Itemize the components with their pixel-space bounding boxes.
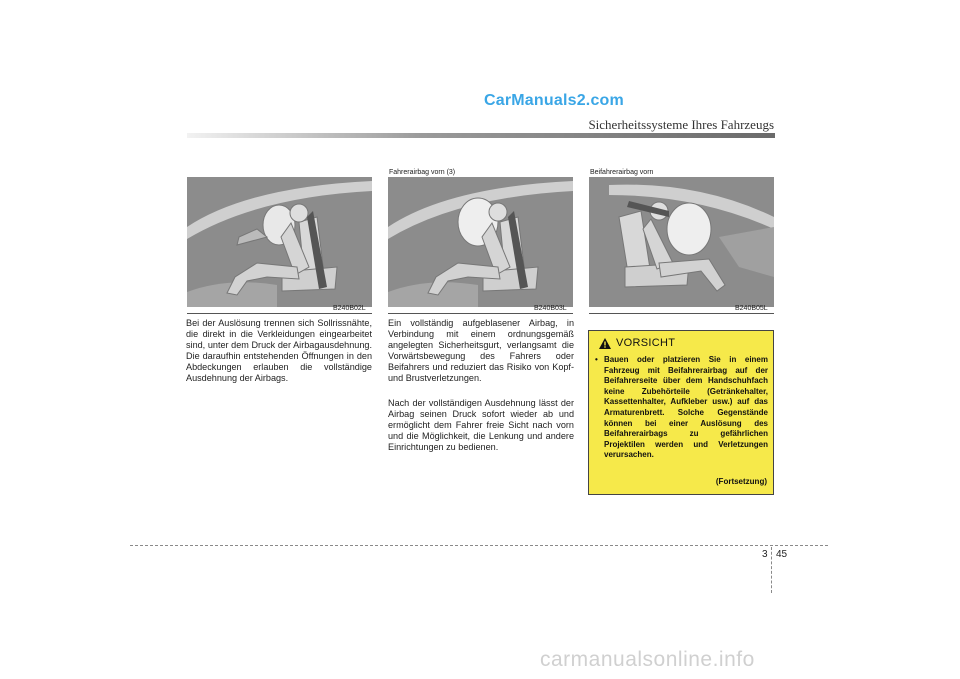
page-number: 45 — [776, 549, 788, 560]
figure-caption-passenger: Beifahrerairbag vorn — [590, 169, 654, 176]
warning-item — [595, 355, 768, 461]
figure-code-1: B240B02L — [333, 305, 366, 312]
column1-paragraph: Bei der Auslösung trennen sich Sollrissnähte, die direkt in die Verkleidungen eingearbeitet sind, unter dem Druck der Airbagausdehnung. Die daraufhin entstehenden Öffnungen in den Abdeckungen erlauben die vollständige Ausdehnung der Airbags. — [186, 318, 372, 383]
page-number-divider — [771, 547, 772, 593]
header-rule — [187, 133, 775, 138]
section-title: Sicherheitssysteme Ihres Fahrzeugs — [588, 117, 774, 132]
figure-passenger-airbag — [589, 167, 774, 307]
figure-underline-2 — [388, 313, 573, 314]
figure-code-3: B240B05L — [735, 305, 768, 312]
figure-driver-airbag-2 — [187, 167, 372, 307]
warning-title: VORSICHT — [616, 337, 676, 349]
figure-driver-airbag-3 — [388, 167, 573, 307]
warning-list — [595, 355, 768, 461]
figure-underline-3 — [589, 313, 774, 314]
figure-caption-driver-3: Fahrerairbag vorn (3) — [389, 169, 456, 176]
column2-paragraph-2: Nach der vollständigen Ausdehnung lässt der Airbag seinen Druck sofort wieder ab und ermöglicht dem Fahrer freie Sicht nach vorn und die Möglichkeit, die Lenkung und andere Einrichtungen zu bedienen. — [388, 398, 574, 452]
chapter-number: 3 — [762, 549, 768, 560]
bullet-glyph: • — [595, 355, 598, 364]
column2-paragraph-1: Ein vollständig aufgeblasener Airbag, in Verbindung mit einem ordnungsgemäß angelegten Sicherheitsgurt, verlangsamt die Vorwärtsbewegung des Fahrers oder Beifahrers und reduziert das Risiko von Kopf- und Brustverletzungen. — [388, 318, 574, 383]
figure-code-2: B240B03L — [534, 305, 567, 312]
warning-item-text: Bauen oder platzieren Sie in einem Fahrzeug mit Beifahrerairbag auf der Beifahrerseite über dem Handschuhfach keine Zubehörteile (Getränkehalter, Kassettenhalter, Aufkleber usw.) auf das Armaturenbrett. Solche Gegenstände können bei einer Auslösung des Beifahrerairbags zu gefährlichen Projektilen werden und Verletzungen verursachen. — [604, 355, 768, 460]
footer-dashed-rule — [130, 545, 828, 546]
warning-header — [599, 337, 675, 349]
watermark-logo[interactable]: CarManuals2.com — [484, 92, 624, 109]
warning-box — [588, 330, 774, 495]
figure-underline-1 — [187, 313, 372, 314]
watermark-bottom[interactable]: carmanualsonline.info — [540, 648, 755, 671]
warning-triangle-icon — [599, 338, 611, 349]
continued-note: (Fortsetzung) — [715, 477, 767, 486]
